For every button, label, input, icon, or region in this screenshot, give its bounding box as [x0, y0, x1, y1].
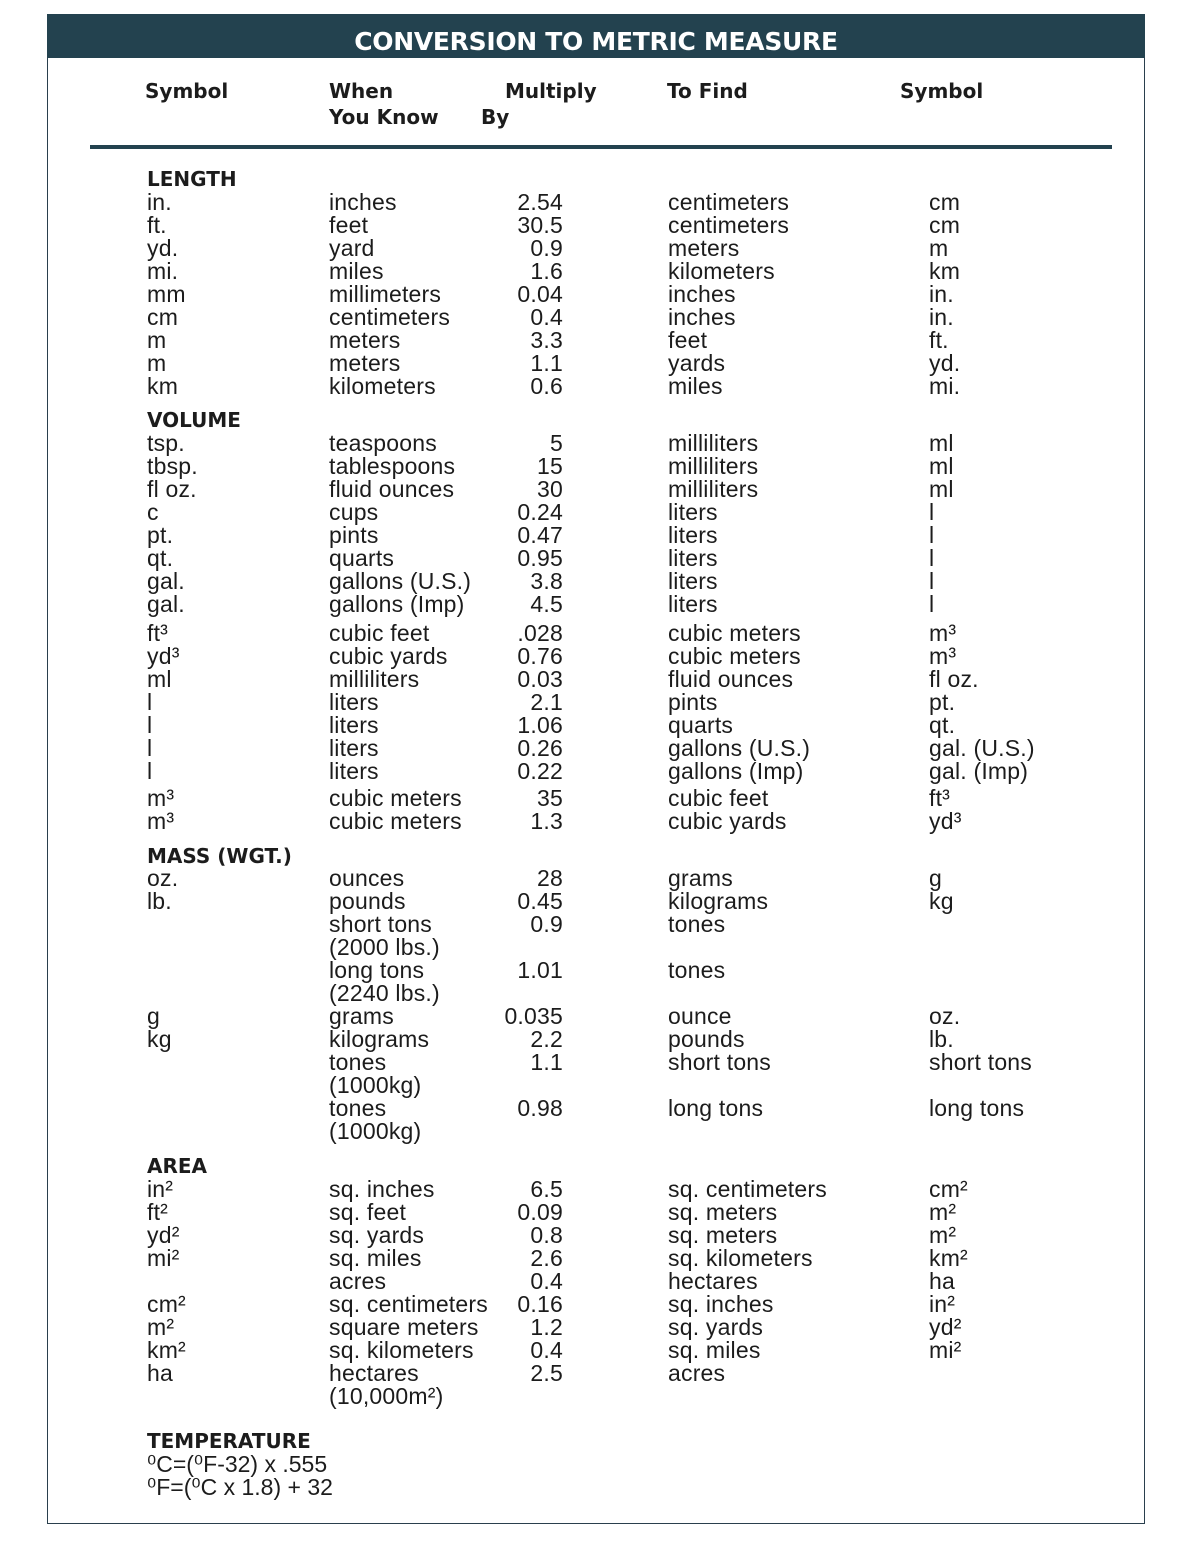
cell-find: cubic meters [668, 620, 801, 646]
cell-find: liters [668, 545, 718, 571]
cell-sym2: km [929, 258, 961, 284]
cell-know: fluid ounces [329, 476, 455, 502]
cell-find: yards [668, 350, 726, 376]
cell-mult: 0.03 [517, 666, 563, 692]
temperature-formula-fahrenheit: ⁰F=(⁰C x 1.8) + 32 [147, 1474, 333, 1500]
cell-mult: 2.54 [517, 189, 563, 215]
cell-sym: in. [147, 189, 172, 215]
cell-mult: 0.09 [517, 1199, 563, 1225]
section-heading: AREA [147, 1154, 208, 1178]
cell-find: centimeters [668, 189, 790, 215]
cell-sym2: ml [929, 476, 954, 502]
cell-find: hectares [668, 1268, 758, 1294]
cell-find: short tons [668, 1049, 771, 1075]
cell-sym: km [147, 373, 179, 399]
cell-sym2: l [929, 568, 935, 594]
cell-mult: 1.01 [517, 957, 563, 983]
cell-find: sq. meters [668, 1199, 778, 1225]
cell-mult: 0.8 [530, 1222, 563, 1248]
header-to-find: To Find [667, 79, 748, 103]
cell-mult: 1.1 [530, 350, 563, 376]
cell-sym2: ft³ [929, 785, 951, 811]
cell-know: centimeters [329, 304, 451, 330]
cell-find: gallons (U.S.) [668, 735, 811, 761]
cell-sym: cm² [147, 1291, 186, 1317]
cell-sym2: m³ [929, 620, 957, 646]
cell-mult: 1.6 [530, 258, 563, 284]
cell-sym: c [147, 499, 159, 525]
cell-sym2: mi² [929, 1337, 962, 1363]
cell-find: meters [668, 235, 740, 261]
cell-mult: 0.6 [530, 373, 563, 399]
cell-sym: g [147, 1003, 160, 1029]
cell-sym: l [147, 689, 153, 715]
cell-mult: 0.98 [517, 1095, 563, 1121]
cell-sym: ml [147, 666, 172, 692]
cell-find: tones [668, 911, 726, 937]
cell-mult: 1.3 [530, 808, 563, 834]
cell-find: feet [668, 327, 708, 353]
cell-find: pounds [668, 1026, 745, 1052]
cell-find: centimeters [668, 212, 790, 238]
cell-find: ounce [668, 1003, 732, 1029]
cell-mult: 2.2 [530, 1026, 563, 1052]
cell-mult: 0.4 [530, 304, 563, 330]
cell-know: acres [329, 1268, 387, 1294]
cell-find: sq. yards [668, 1314, 764, 1340]
header-when: When [329, 79, 394, 103]
cell-know: liters [329, 758, 379, 784]
cell-mult: 0.04 [517, 281, 563, 307]
cell-sym: yd³ [147, 643, 180, 669]
cell-sym: lb. [147, 888, 172, 914]
cell-sym: ft. [147, 212, 167, 238]
cell-mult: 0.9 [530, 235, 563, 261]
section-heading-temperature: TEMPERATURE [147, 1429, 311, 1453]
cell-mult: 0.45 [517, 888, 563, 914]
cell-know: pints [329, 522, 379, 548]
cell-find: sq. kilometers [668, 1245, 813, 1271]
cell-mult: 0.16 [517, 1291, 563, 1317]
cell-sym2: l [929, 522, 935, 548]
cell-sym2: fl oz. [929, 666, 979, 692]
cell-find: milliliters [668, 430, 759, 456]
cell-know-note: (1000kg) [329, 1072, 422, 1098]
cell-mult: 6.5 [530, 1176, 563, 1202]
cell-sym2: yd. [929, 350, 961, 376]
cell-sym2: long tons [929, 1095, 1025, 1121]
cell-sym: l [147, 735, 153, 761]
cell-know: sq. feet [329, 1199, 407, 1225]
page-title: CONVERSION TO METRIC MEASURE [47, 14, 1145, 58]
cell-sym: m² [147, 1314, 175, 1340]
cell-sym: m [147, 350, 167, 376]
cell-sym: in² [147, 1176, 174, 1202]
cell-sym2: g [929, 865, 942, 891]
cell-know: cubic meters [329, 808, 462, 834]
cell-mult: 2.5 [530, 1360, 563, 1386]
cell-know: miles [329, 258, 384, 284]
cell-know: ounces [329, 865, 405, 891]
header-multiply: Multiply [505, 79, 597, 103]
cell-find: quarts [668, 712, 734, 738]
cell-know: yard [329, 235, 375, 261]
cell-mult: 0.4 [530, 1268, 563, 1294]
header-symbol: Symbol [145, 79, 229, 103]
cell-know-note: (1000kg) [329, 1118, 422, 1144]
cell-sym: l [147, 712, 153, 738]
cell-sym2: yd³ [929, 808, 962, 834]
cell-sym: oz. [147, 865, 179, 891]
cell-sym2: ml [929, 453, 954, 479]
cell-mult: 0.22 [517, 758, 563, 784]
section-heading: LENGTH [147, 167, 237, 191]
cell-sym: mi. [147, 258, 179, 284]
cell-sym: ft² [147, 1199, 169, 1225]
cell-sym: kg [147, 1026, 172, 1052]
cell-find: sq. miles [668, 1337, 761, 1363]
cell-mult: 0.95 [517, 545, 563, 571]
cell-sym2: m [929, 235, 949, 261]
cell-mult: 3.3 [530, 327, 563, 353]
cell-sym2: m² [929, 1222, 957, 1248]
cell-find: pints [668, 689, 718, 715]
cell-know: cubic feet [329, 620, 430, 646]
cell-find: cubic yards [668, 808, 787, 834]
cell-find: miles [668, 373, 723, 399]
cell-mult: 0.035 [504, 1003, 563, 1029]
cell-sym: ft³ [147, 620, 169, 646]
cell-mult: 35 [537, 785, 563, 811]
cell-sym2: pt. [929, 689, 956, 715]
cell-sym2: ft. [929, 327, 949, 353]
cell-sym2: yd² [929, 1314, 962, 1340]
cell-mult: 2.6 [530, 1245, 563, 1271]
cell-find: grams [668, 865, 733, 891]
cell-sym: gal. [147, 568, 185, 594]
cell-know: short tons [329, 911, 432, 937]
cell-sym: fl oz. [147, 476, 197, 502]
cell-know: sq. centimeters [329, 1291, 488, 1317]
cell-know: sq. kilometers [329, 1337, 474, 1363]
cell-know: gallons (Imp) [329, 591, 465, 617]
cell-find: liters [668, 591, 718, 617]
cell-sym2: cm [929, 212, 961, 238]
cell-sym: qt. [147, 545, 174, 571]
cell-find: fluid ounces [668, 666, 794, 692]
cell-know-note: (2000 lbs.) [329, 934, 440, 960]
cell-sym2: gal. (Imp) [929, 758, 1029, 784]
cell-find: kilometers [668, 258, 775, 284]
cell-sym2: short tons [929, 1049, 1032, 1075]
cell-sym: tsp. [147, 430, 185, 456]
cell-find: inches [668, 281, 736, 307]
cell-find: kilograms [668, 888, 769, 914]
cell-sym2: m² [929, 1199, 957, 1225]
cell-know: long tons [329, 957, 425, 983]
cell-know: square meters [329, 1314, 479, 1340]
cell-sym: gal. [147, 591, 185, 617]
cell-mult: 30 [537, 476, 563, 502]
cell-find: cubic feet [668, 785, 769, 811]
cell-sym: l [147, 758, 153, 784]
cell-mult: 0.26 [517, 735, 563, 761]
cell-sym2: m³ [929, 643, 957, 669]
cell-mult: 0.9 [530, 911, 563, 937]
cell-know: millimeters [329, 281, 442, 307]
cell-know: tones [329, 1095, 387, 1121]
cell-know: kilograms [329, 1026, 430, 1052]
cell-know-note: (10,000m²) [329, 1383, 444, 1409]
cell-sym: yd. [147, 235, 179, 261]
cell-know: hectares [329, 1360, 419, 1386]
cell-know: cups [329, 499, 379, 525]
cell-sym2: km² [929, 1245, 968, 1271]
cell-sym2: in. [929, 304, 954, 330]
cell-sym: tbsp. [147, 453, 198, 479]
cell-know: feet [329, 212, 369, 238]
header-by: By [481, 105, 510, 129]
cell-know: cubic meters [329, 785, 462, 811]
cell-mult: 0.24 [517, 499, 563, 525]
cell-sym2: lb. [929, 1026, 954, 1052]
cell-mult: 0.76 [517, 643, 563, 669]
header-you-know: You Know [329, 105, 439, 129]
cell-sym: m³ [147, 785, 175, 811]
cell-mult: 15 [537, 453, 563, 479]
cell-mult: 0.4 [530, 1337, 563, 1363]
cell-sym: yd² [147, 1222, 180, 1248]
cell-find: milliliters [668, 453, 759, 479]
cell-sym2: mi. [929, 373, 961, 399]
cell-sym: mi² [147, 1245, 180, 1271]
cell-know: meters [329, 327, 401, 353]
temperature-formula-celsius: ⁰C=(⁰F-32) x .555 [147, 1451, 328, 1477]
cell-know-note: (2240 lbs.) [329, 980, 440, 1006]
cell-mult: 4.5 [530, 591, 563, 617]
cell-mult: 30.5 [517, 212, 563, 238]
cell-know: kilometers [329, 373, 436, 399]
cell-know: sq. inches [329, 1176, 435, 1202]
cell-sym: cm [147, 304, 179, 330]
cell-know: tablespoons [329, 453, 456, 479]
cell-know: grams [329, 1003, 394, 1029]
section-heading: VOLUME [147, 408, 241, 432]
cell-sym2: ml [929, 430, 954, 456]
cell-mult: .028 [517, 620, 563, 646]
cell-sym: km² [147, 1337, 186, 1363]
cell-find: sq. centimeters [668, 1176, 827, 1202]
cell-know: meters [329, 350, 401, 376]
cell-sym2: oz. [929, 1003, 961, 1029]
cell-sym2: qt. [929, 712, 956, 738]
cell-know: teaspoons [329, 430, 437, 456]
header-symbol-2: Symbol [900, 79, 984, 103]
cell-know: quarts [329, 545, 395, 571]
cell-mult: 1.2 [530, 1314, 563, 1340]
cell-find: liters [668, 522, 718, 548]
cell-sym2: ha [929, 1268, 955, 1294]
cell-know: liters [329, 735, 379, 761]
cell-find: liters [668, 499, 718, 525]
section-heading: MASS (WGT.) [147, 844, 292, 868]
cell-sym2: l [929, 545, 935, 571]
cell-sym2: cm² [929, 1176, 968, 1202]
cell-sym: ha [147, 1360, 173, 1386]
cell-know: tones [329, 1049, 387, 1075]
cell-know: liters [329, 712, 379, 738]
cell-know: pounds [329, 888, 406, 914]
cell-find: long tons [668, 1095, 764, 1121]
cell-sym2: in² [929, 1291, 956, 1317]
cell-know: milliliters [329, 666, 420, 692]
cell-sym2: l [929, 591, 935, 617]
cell-find: inches [668, 304, 736, 330]
cell-sym: mm [147, 281, 186, 307]
cell-know: liters [329, 689, 379, 715]
cell-mult: 3.8 [530, 568, 563, 594]
cell-find: sq. inches [668, 1291, 774, 1317]
cell-sym2: gal. (U.S.) [929, 735, 1035, 761]
cell-know: sq. miles [329, 1245, 422, 1271]
cell-find: acres [668, 1360, 726, 1386]
cell-mult: 5 [550, 430, 563, 456]
header-divider [90, 145, 1112, 149]
cell-know: cubic yards [329, 643, 448, 669]
cell-sym2: in. [929, 281, 954, 307]
cell-sym: m [147, 327, 167, 353]
cell-mult: 2.1 [530, 689, 563, 715]
cell-find: tones [668, 957, 726, 983]
cell-know: inches [329, 189, 397, 215]
cell-find: gallons (Imp) [668, 758, 804, 784]
cell-find: cubic meters [668, 643, 801, 669]
cell-sym2: l [929, 499, 935, 525]
cell-mult: 1.06 [517, 712, 563, 738]
cell-mult: 28 [537, 865, 563, 891]
cell-mult: 1.1 [530, 1049, 563, 1075]
cell-sym2: kg [929, 888, 954, 914]
cell-sym2: cm [929, 189, 961, 215]
cell-know: sq. yards [329, 1222, 425, 1248]
cell-sym: pt. [147, 522, 174, 548]
cell-mult: 0.47 [517, 522, 563, 548]
cell-know: gallons (U.S.) [329, 568, 472, 594]
cell-sym: m³ [147, 808, 175, 834]
cell-find: liters [668, 568, 718, 594]
cell-find: sq. meters [668, 1222, 778, 1248]
cell-find: milliliters [668, 476, 759, 502]
